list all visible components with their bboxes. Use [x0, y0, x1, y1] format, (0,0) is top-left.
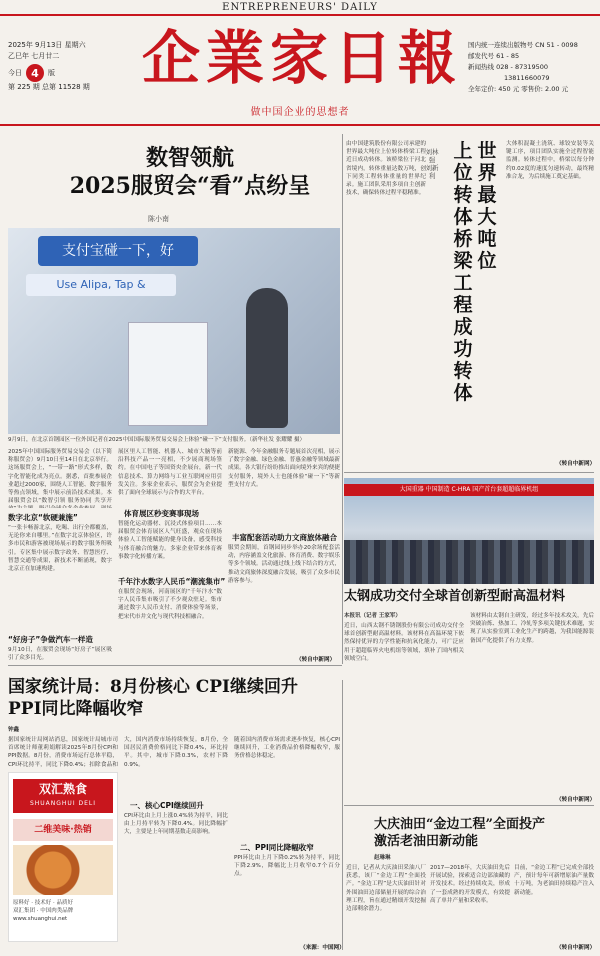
ad-brand-en: SHUANGHUI DELI	[29, 800, 97, 807]
lead-column-3b: 服贸会期间，首钢园同步举办20余场配套活动，内容涵盖文化旅游、体育消费、数字娱乐等多个领域。活动通过线上线下结合的方式，推动文商旅体深度融合发展，吸引了众多市民游客参与。	[228, 545, 340, 584]
news-hotline: 新闻热线 028 - 87319500	[468, 63, 549, 71]
steel-column-2: 该材料由太钢自主研发，经过多年技术攻关，先后突破冶炼、热加工、冷轧等多项关键技术难题，实现了从实验室到工业化生产的跨越，为我国能源装备国产化提供了有力支撑。	[470, 613, 594, 644]
top-red-rule	[0, 14, 600, 16]
ad-slogan: 二维美味·热销	[13, 819, 113, 841]
lead-headline-line1: 数智领航	[145, 145, 234, 171]
cpi-headline-line2: PPI同比降幅收窄	[8, 699, 144, 719]
cn-code: 国内统一连续出版物号 CN 51 - 0098	[468, 41, 578, 49]
date-block	[8, 40, 138, 93]
cpi-headline-line1: 国家统计局：8月份核心 CPI继续回升	[8, 677, 299, 697]
section-divider	[8, 665, 342, 666]
issue-line: 第 225 期 总第 11528 期	[8, 83, 90, 91]
lead-subhead-2: 体育展区秒变赛事现场	[124, 509, 199, 518]
ad-footer	[13, 899, 113, 923]
ad-foot-line1: 原料好 · 技术好 · 品质好	[13, 900, 73, 906]
oilfield-headline	[374, 816, 594, 850]
english-title: ENTREPRENEURS' DAILY	[222, 2, 378, 13]
postal-code: 邮发代号 61 - 85	[468, 52, 520, 60]
lead-column-2: 展区里人工智能、机器人、城市大脑等前沿科技产品一一亮相，不少展商现场签约。在中国电子等国资央企展台，新一代信息技术、算力网络与工业互联网应用引发关注。多家企业表示，服贸会为企业提供了面向全球展示与合作的大平台。	[118, 449, 222, 497]
steel-photo-crowd	[344, 540, 594, 584]
cpi-headline	[8, 676, 344, 720]
oilfield-byline: 赵琳琳	[374, 855, 391, 861]
newspaper-logo: 企業家日報	[141, 24, 462, 92]
date-line: 2025年 9月13日 星期六	[8, 41, 86, 49]
ad-foot-line2: 双汇集团 · 中国肉类品牌	[13, 908, 74, 914]
lead-column-2b: 智能化运动器材、沉浸式体验项目……本届服贸会体育展区人气旺盛，观众在现场体验人工智能赋能的健身设备，感受科技与体育融合的魅力。多家企业带来体育赛事数字化转播方案。	[118, 521, 222, 560]
oilfield-headline-line1: 大庆油田“金边工程”全面投产	[374, 817, 545, 832]
oilfield-headline-line2: 激活老油田新动能	[374, 834, 479, 849]
lead-byline: 陈小南	[148, 215, 169, 223]
photo-sign-english: Use Alipa, Tap &	[26, 274, 176, 296]
cpi-end-mark: （来源：中国网）	[300, 945, 345, 951]
lead-subhead-4: 丰富配套活动助力文商旅体融合	[232, 533, 337, 542]
steel-byline: 本报讯（记者 王家军）	[344, 613, 401, 619]
cpi-column-3b: PPI环比由上月下降0.2%转为持平，同比下降2.9%，降幅比上月收窄0.7个百分点。	[234, 855, 340, 878]
oilfield-end-mark: （转自中新网）	[556, 945, 596, 951]
bridge-column-2: 大体积混凝土浇筑、球铰安装等关键工序，项目团队实施全过程智能监测。转体过程中，桥梁以每分钟约0.02度的速度匀速转动，最终精准合龙，为后续施工奠定基础。	[506, 141, 594, 180]
bridge-headline-col2: 上位转体桥梁工程成功转体	[453, 140, 473, 404]
lead-photo	[8, 228, 340, 434]
masthead	[0, 0, 600, 128]
cpi-column-2: 大，国内消费市场持续恢复。8月份，全国居民消费价格同比下降0.4%，环比持平。其中，城市下降0.3%，农村下降0.9%。	[124, 737, 228, 768]
bridge-byline: 刘林强 刘新利	[425, 148, 439, 180]
ad-brand	[13, 779, 113, 813]
cpi-column-3: 随着国内消费市场需求逐步恢复，核心CPI继续回升，工业消费品价格降幅收窄，服务价格总体稳定。	[234, 737, 340, 760]
publication-info	[468, 40, 598, 95]
day-unit: 版	[48, 68, 55, 77]
oilfield-column-3: 目前，“金边工程”已完成全部投产，预计每年可新增原油产量数十万吨，为老油田持续稳产注入新动能。	[514, 865, 594, 896]
photo-sign: 支付宝碰一下，好	[38, 236, 198, 266]
ad-brand-cn: 双汇熟食	[38, 782, 87, 796]
slogan: 做中国企业的思想者	[250, 107, 350, 118]
page-count-badge: 4	[26, 64, 44, 82]
steel-end-mark: （转自中新网）	[556, 797, 596, 803]
cpi-byline: 钟鑫	[8, 727, 20, 733]
day-row	[8, 64, 138, 82]
lunar-line: 乙巳年 七月廿二	[8, 52, 60, 60]
cpi-subhead-1: 一、核心CPI继续回升	[130, 801, 204, 810]
photo-kiosk	[128, 322, 208, 426]
cpi-column-1: 据国家统计局网站消息，国家统计局城市司首席统计师董莉娟解读2025年8月份CPI和PPI数据。8月份，消费市场运行总体平稳，CPI环比持平，同比下降0.4%；扣除食品和	[8, 737, 118, 768]
steel-photo	[344, 478, 594, 584]
ad-food-image	[13, 845, 113, 895]
lead-photo-caption: 9月9日，在北京首钢园区一位外国记者在2025中国国际服务贸易交易会上体验“碰一下”支付服务。（新华社发 张耀耀 摄）	[8, 437, 305, 443]
lead-subhead-quote: “好房子”争做汽车一样造	[8, 635, 93, 644]
lead-end-mark: （转自中新网）	[296, 657, 336, 663]
price-line: 全年定价: 450 元 零售价: 2.00 元	[468, 85, 569, 93]
oilfield-column-1: 近日，记者从大庆油田采油八厂获悉，该厂“金边工程”全面投产。“金边工程”是大庆油田针对外围油田边部储量开展的综合治理工程，旨在通过精细开发挖掘边部剩余潜力。	[346, 865, 426, 913]
lead-subhead-1: 数字北京“软硬兼施”	[8, 513, 78, 522]
shuanghui-ad	[8, 772, 118, 942]
steel-column-1: 近日，山西太钢不锈钢股份有限公司成功交付全球首创新型耐高温材料。该材料在高温环境下依然保持优异的力学性能和抗氧化能力，可广泛应用于超超临界火电机组等领域，填补了国内相关领域空白。	[344, 623, 464, 662]
steel-photo-banner: 大国重器 中国制造 C-HRA 国产首台套超超临界机组	[344, 484, 594, 496]
bridge-headline-col1: 世界最大吨位	[477, 140, 497, 272]
steel-headline: 太钢成功交付全球首创新型耐高温材料	[344, 589, 566, 604]
lead-column-1: 2025年中国国际服务贸易交易会（以下简称服贸会）9月10日至14日在北京举行。这场服贸会上，“一带一路”形式多样，数字化智能化成为亮点。据悉，首批参展企业超过2000家，围绕人工智能、数字服务等热点领域，集中展示前沿技术成果。本届服贸会以“数智引领 服务协同 共享开	[8, 449, 112, 505]
lead-column-3: 新能源、今年金融服务专题展首次亮相，展示了数字金融、绿色金融、普惠金融等领域最新成果。各大银行纷纷推出面向境外来宾的便捷支付服务，境外人士也能体验“碰一下”等新型支付方式。	[228, 449, 340, 488]
mobile-number: 13811660079	[504, 74, 550, 82]
bottom-red-rule	[0, 124, 600, 126]
day-label: 今日	[8, 68, 22, 77]
section-divider	[344, 472, 594, 473]
bridge-column-1: 由中国建筑股份有限公司承建的世界最大吨位上位转体桥梁工程近日成功转体。该桥梁位于河北省境内，转体重量达数万吨，创下同类工程转体重量的世界纪录。施工团队采用多项自主创新技术，确保转体过程平稳精准。	[346, 141, 426, 197]
ad-foot-line3: www.shuanghui.net	[13, 916, 68, 922]
cpi-subhead-2: 二、PPI同比降幅收窄	[240, 843, 314, 852]
lead-headline-line2: 2025服贸会“看”点纷呈	[69, 173, 311, 199]
section-divider	[344, 805, 594, 806]
column-divider	[342, 680, 343, 950]
lead-column-1b: “一张卡畅游北京，吃喝、出行全都覆盖，无论你来自哪里。”在数字北京体验区，许多市民和游客被现场展示的数字服务所吸引。专区集中展示数字政务、智慧医疗、智慧交通等成果，新技术不断涌现，数字北京正在加速构建。	[8, 525, 112, 573]
lead-quote-text: 9月10日，在服贸会现场“好房子”展区吸引了众多目光。	[8, 647, 112, 662]
bridge-end-mark: （转自中新网）	[556, 461, 596, 467]
photo-person	[246, 288, 288, 428]
lead-column-2c: 在服贸会现场，河南展区的“千年汴水”数字人民币集市吸引了不少观众驻足。集市通过数字人民币支付、消费体验等场景，把宋代市井文化与现代科技相融合。	[118, 589, 222, 620]
column-divider	[342, 134, 343, 664]
lead-headline	[40, 144, 340, 200]
oilfield-column-2: 2017—2018年，大庆油田先后开展试验，探索适合边部油藏的开发技术。经过持续攻关，形成了一套成熟的开发模式，有效提高了单井产量和采收率。	[430, 865, 510, 904]
cpi-column-2b: CPI环比由上月上涨0.4%转为持平，同比由上月持平转为下降0.4%。同比降幅扩大，主要是上年同期基数走高影响。	[124, 813, 228, 836]
lead-subhead-3: 千年汴水数字人民币“潮流集市”	[118, 577, 226, 586]
